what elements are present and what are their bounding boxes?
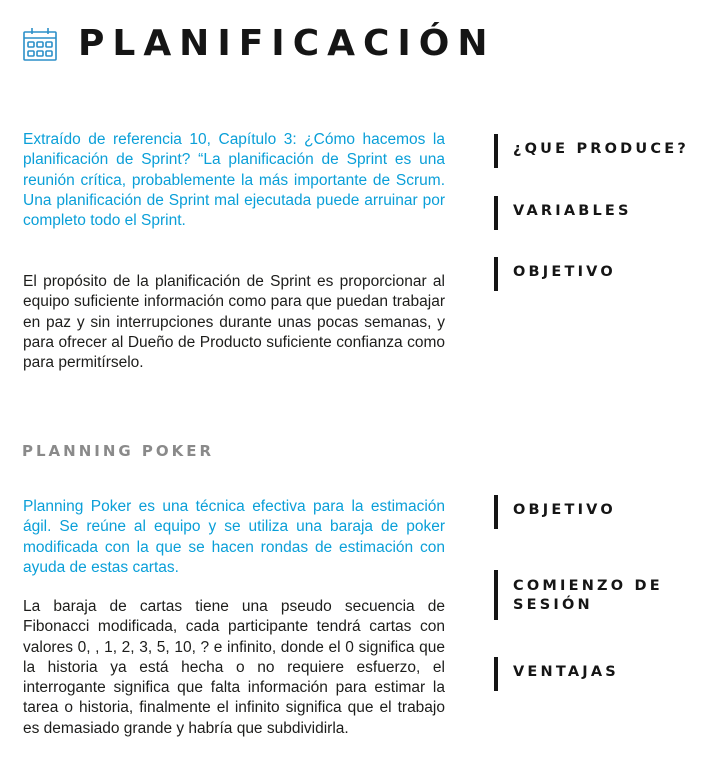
label-text: OBJETIVO [513,502,616,518]
label-bar [494,134,498,168]
label-bar [494,570,498,620]
calendar-icon [22,26,58,62]
label-text: VENTAJAS [513,664,619,680]
section-heading-planning-poker: PLANNING POKER [22,442,215,460]
label-bar [494,196,498,230]
label-ventajas [494,657,619,691]
page-header [22,22,496,66]
label-objetivo-poker [494,495,616,529]
label-text: ¿QUE PRODUCE? [513,141,689,157]
label-text: VARIABLES [513,203,632,219]
label-text: COMIENZO DE SESIÓN [513,578,663,613]
label-variables [494,196,632,230]
page-title: PLANIFICACIÓN [78,23,496,64]
label-bar [494,495,498,529]
label-comienzo-de-sesion [494,570,683,620]
planning-poker-intro: Planning Poker es una técnica efectiva para la estimación ágil. Se reúne al equipo y se utiliza una baraja de poker modificada con la que se hacen rondas de estimación con ayuda de estas cartas. [23,498,445,576]
sprint-purpose-paragraph: El propósito de la planificación de Sprint es proporcionar al equipo suficiente información como para que puedan trabajar en paz y sin interrupciones durante unas pocas semanas, y para ofrecer al Dueño de Producto suficiente confianza como para permitírselo. [23,273,445,372]
label-bar [494,657,498,691]
label-objetivo [494,257,616,291]
label-text: OBJETIVO [513,264,616,280]
sprint-quote: Extraído de referencia 10, Capítulo 3: ¿Cómo hacemos la planificación de Sprint? “La planificación de Sprint es una reunión crítica, probablemente la más importante de Scrum. Una planificación de Sprint mal ejecutada puede arruinar por completo todo el Sprint. [23,131,445,230]
label-bar [494,257,498,291]
planning-poker-cards-paragraph: La baraja de cartas tiene una pseudo secuencia de Fibonacci modificada, cada participante tendrá cartas con valores 0, , 1, 2, 3, 5, 10, ? e infinito, donde el 0 significa que la historia ya está hecha o no requiere esfuerzo, el interrogante significa que falta información para estimar la tarea o historia, finalmente el infinito significa que el trabajo es demasiado grande y habría que subdividirla. [23,598,445,737]
label-que-produce [494,134,689,168]
